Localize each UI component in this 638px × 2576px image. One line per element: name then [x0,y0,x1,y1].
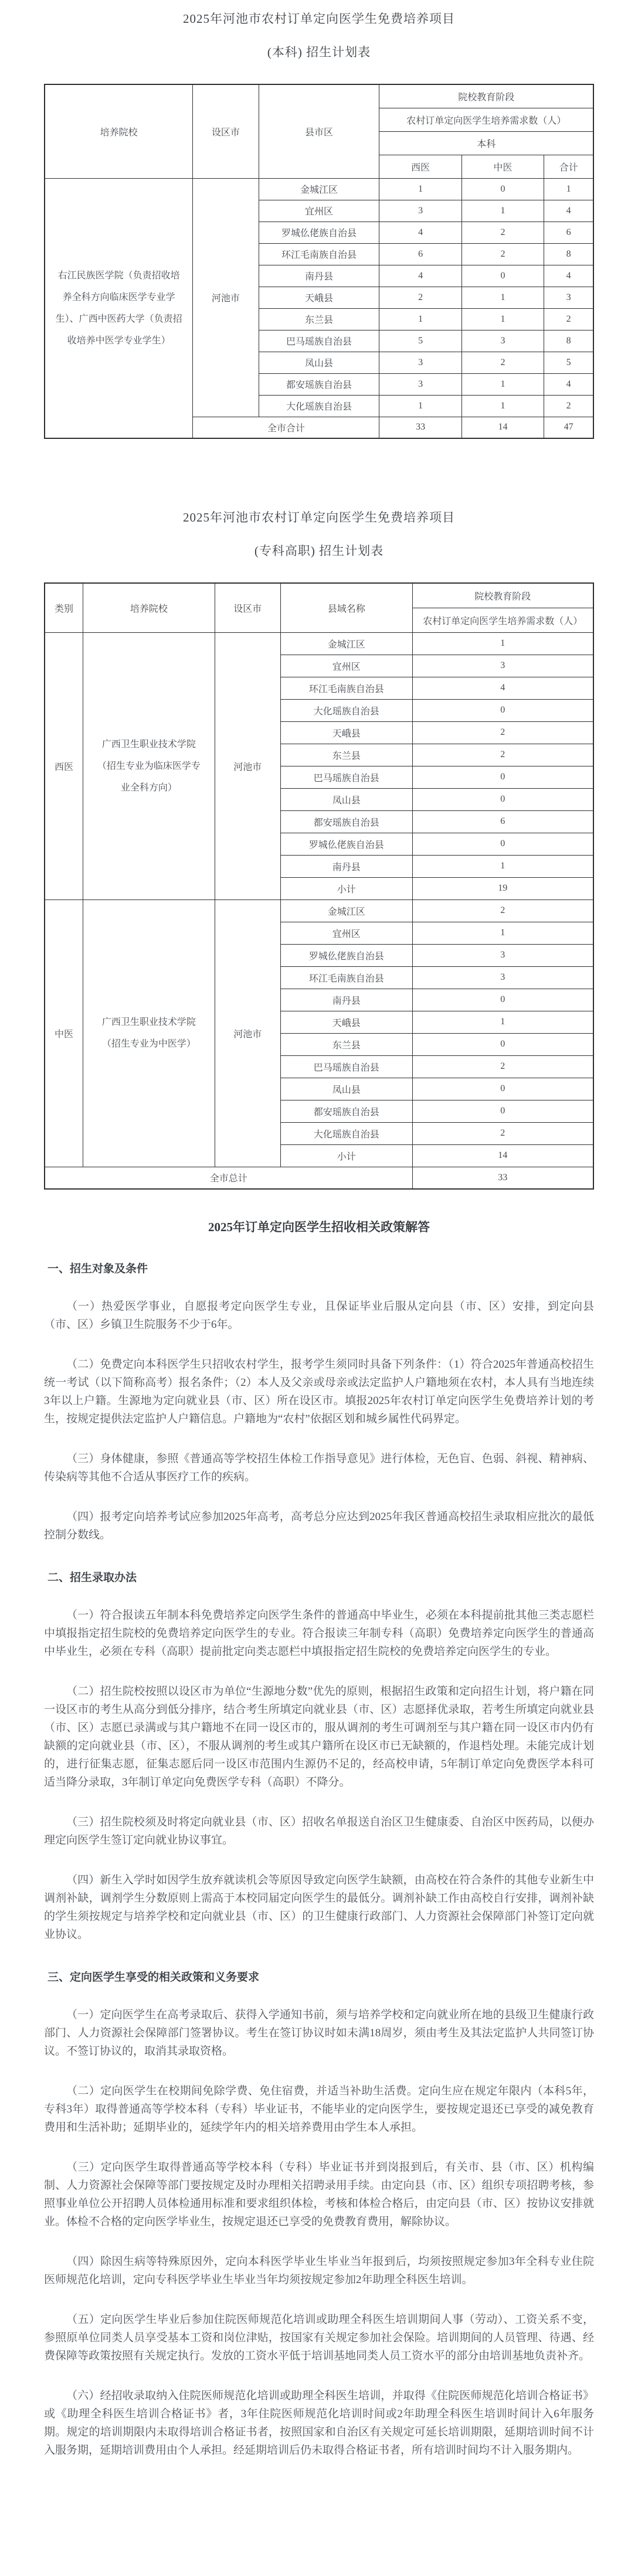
county-cell: 小计 [280,1144,412,1167]
county-cell: 罗城仫佬族自治县 [280,833,412,855]
county-cell: 宜州区 [280,655,412,677]
header-school: 培养院校 [83,583,215,632]
demand-value: 4 [412,677,593,699]
policy-section-title: 二、招生录取办法 [47,1572,137,1584]
county-cell: 凤山县 [280,1078,412,1100]
demand-value: 3 [412,966,593,989]
county-cell: 巴马瑶族自治县 [280,1055,412,1078]
policy-paragraph: （三）定向医学生取得普通高等学校本科（专科）毕业证书并到岗报到后，有关市、县（市、区）机构编制、人力资源社会保障等部门要按规定及时办理相关招聘录用手续。由定向县（市、区）组织专项招聘考核，参照事业单位公开招聘人员体检通用标准和要求组织体检，考核和体检合格后，由定向县（市、区）按协议安排就业。体检不合格的定向医学毕业生，按规定退还已享受的免费教育费用，解除协议。 [44,2161,594,2228]
city-total-label: 全市合计 [193,417,379,438]
demand-value: 0 [412,766,593,788]
vocational-plan-table-body [45,632,593,1189]
demand-value: 2 [412,744,593,766]
west-medicine-value: 1 [379,308,461,330]
total-value: 1 [544,178,593,200]
west-medicine-value: 1 [379,395,461,417]
county-cell: 东兰县 [280,1033,412,1055]
county-cell: 罗城仫佬族自治县 [259,222,379,243]
demand-value: 3 [412,944,593,966]
header-county: 县域名称 [280,583,412,632]
west-medicine-value: 1 [379,178,461,200]
tcm-value: 3 [461,330,544,352]
demand-value: 2 [412,1055,593,1078]
tcm-value: 2 [461,222,544,243]
west-medicine-value: 3 [379,373,461,395]
total-value: 4 [544,373,593,395]
bachelor-table-subtitle: (本科) 招生计划表 [267,45,371,59]
county-cell: 环江毛南族自治县 [259,243,379,265]
county-cell: 宜州区 [280,922,412,944]
grand-total: 47 [544,417,593,438]
demand-value: 1 [412,922,593,944]
header-total: 合计 [544,155,593,178]
tcm-value: 0 [461,265,544,287]
county-cell: 金城江区 [280,899,412,922]
demand-value: 1 [412,1011,593,1033]
demand-value: 0 [412,989,593,1011]
demand-value: 2 [412,1122,593,1144]
total-value: 8 [544,243,593,265]
header-city: 设区市 [215,583,280,632]
county-cell: 都安瑶族自治县 [280,810,412,833]
bachelor-table-title: 2025年河池市农村订单定向医学生免费培养项目 [183,12,455,26]
policy-body [44,1260,594,2459]
west-medicine-value: 2 [379,287,461,308]
policy-paragraph: （一）符合报读五年制本科免费培养定向医学生条件的普通高中毕业生，必须在本科提前批其他三类志愿栏中填报指定招生院校的免费培养定向医学生的专业。符合报读三年制专科（高职）免费培养定向医学生的普通高中毕业生，必须在专科（高职）提前批定向类志愿栏中填报指定招生院校的免费培养定向医学生的专业。 [44,1609,594,1658]
county-cell: 大化瑶族自治县 [280,699,412,721]
header-level: 本科 [379,131,593,155]
policy-section-title: 三、定向医学生享受的相关政策和义务要求 [47,1971,260,1984]
county-cell: 都安瑶族自治县 [280,1100,412,1122]
vocational-plan-table [44,582,594,1190]
school-cell: 右江民族医学院（负责招收培养全科方向临床医学专业学生）、广西中医药大学（负责招收培养中医学专业学生） [45,178,193,438]
table-row [45,178,593,200]
header-school: 培养院校 [45,84,193,178]
west-medicine-value: 3 [379,352,461,373]
city-total-label: 全市总计 [45,1167,412,1189]
policy-paragraph: （一）热爱医学事业，自愿报考定向医学生专业，且保证毕业后服从定向县（市、区）安排，到定向县（市、区）乡镇卫生院服务不少于6年。 [44,1300,594,1331]
category-cell: 中医 [45,899,83,1167]
demand-value: 1 [412,855,593,877]
policy-heading: 2025年订单定向医学生招收相关政策解答 [208,1220,430,1234]
bachelor-plan-table [44,84,594,439]
county-cell: 南丹县 [280,855,412,877]
county-cell: 大化瑶族自治县 [259,395,379,417]
county-cell: 凤山县 [280,788,412,810]
west-medicine-value: 4 [379,265,461,287]
policy-paragraph: （二）免费定向本科医学生只招收农村学生，报考学生须同时具备下列条件：（1）符合2025年普通高校招生统一考试（以下简称高考）报名条件；（2）本人及父亲或母亲或法定监护人户籍地须在农村，本人具有当地连续3年以上户籍。生源地为定向就业县（市、区）所在设区市。填报2025年农村订单定向医学生免费培养计划的考生，按规定提供法定监护人户籍信息。户籍地为“农村”依据区划和城乡属性代码界定。 [44,1358,594,1425]
table-header-row [45,84,593,108]
tcm-value: 1 [461,287,544,308]
demand-value: 0 [412,1100,593,1122]
table-total-row [45,1167,593,1189]
grand-total: 33 [412,1167,593,1189]
demand-value: 0 [412,699,593,721]
table-header-row [45,583,593,608]
vocational-table-subtitle: (专科高职) 招生计划表 [254,544,384,558]
county-cell: 巴马瑶族自治县 [280,766,412,788]
county-cell: 南丹县 [280,989,412,1011]
west-medicine-total: 33 [379,417,461,438]
west-medicine-value: 4 [379,222,461,243]
west-medicine-value: 3 [379,200,461,222]
county-cell: 小计 [280,877,412,899]
demand-value: 19 [412,877,593,899]
header-demand: 农村订单定向医学生培养需求数（人） [379,108,593,131]
county-cell: 天峨县 [259,287,379,308]
tcm-value: 2 [461,352,544,373]
county-cell: 凤山县 [259,352,379,373]
policy-paragraph: （二）招生院校按照以设区市为单位“生源地分数”优先的原则，根据招生政策和定向招生计划，将户籍在同一设区市的考生从高分到低分排序，结合考生所填定向就业县（市、区）志愿择优录取，若考生所填定向就业县（市、区）志愿已录满或与其户籍地不在同一设区市的，服从调剂的考生可调剂至与其户籍在同一设区市内仍有缺额的定向就业县（市、区），不服从调剂的考生或其户籍所在设区市已无缺额的，作退档处理。未能完成计划的，进行征集志愿，征集志愿后同一设区市范围内生源仍不足的，经高校申请，5年制订单定向免费医学本科可适当降分录取，3年制订单定向免费医学专科（高职）不降分。 [44,1685,594,1788]
total-value: 2 [544,395,593,417]
demand-value: 14 [412,1144,593,1167]
policy-paragraph: （一）定向医学生在高考录取后、获得入学通知书前，须与培养学校和定向就业所在地的县级卫生健康行政部门、人力资源社会保障部门签署协议。考生在签订协议时如未满18周岁，须由考生及其法定监护人共同签订协议。不签订协议的，取消其录取资格。 [44,2009,594,2057]
county-cell: 宜州区 [259,200,379,222]
policy-paragraph: （二）定向医学生在校期间免除学费、免住宿费，并适当补助生活费。定向生应在规定年限内（本科5年，专科3年）取得普通高等学校本科（专科）毕业证书，不能毕业的定向医学生，要按规定退还已享受的减免教育费用和生活补助；延期毕业的，延续学年内的相关培养费用由学生本人承担。 [44,2085,594,2134]
policy-paragraph: （四）新生入学时如因学生放弃就读机会等原因导致定向医学生缺额，由高校在符合条件的其他专业新生中调剂补缺，调剂学生分数原则上需高于本校同届定向医学生的最低分。调剂补缺工作由高校自行安排，调剂补缺的学生须按规定与培养学校和定向就业县（市、区）的卫生健康行政部门、人力资源社会保障部门补签订定向就业协议。 [44,1874,594,1941]
county-cell: 环江毛南族自治县 [280,966,412,989]
demand-value: 3 [412,655,593,677]
tcm-total: 14 [461,417,544,438]
county-cell: 环江毛南族自治县 [280,677,412,699]
policy-section [44,1218,594,2459]
category-cell: 西医 [45,632,83,899]
school-cell: 广西卫生职业技术学院（招生专业为中医学） [83,899,215,1167]
table-row [45,899,593,922]
demand-value: 0 [412,833,593,855]
total-value: 2 [544,308,593,330]
county-cell: 南丹县 [259,265,379,287]
tcm-value: 1 [461,200,544,222]
header-demand: 农村订单定向医学生培养需求数（人） [412,608,593,632]
total-value: 6 [544,222,593,243]
header-county: 县市区 [259,84,379,178]
vocational-table-title: 2025年河池市农村订单定向医学生免费培养项目 [183,510,455,524]
county-cell: 都安瑶族自治县 [259,373,379,395]
city-cell: 河池市 [215,632,280,899]
city-cell: 河池市 [193,178,259,417]
total-value: 4 [544,200,593,222]
county-cell: 大化瑶族自治县 [280,1122,412,1144]
tcm-value: 0 [461,178,544,200]
county-cell: 天峨县 [280,721,412,744]
policy-paragraph: （三）身体健康，参照《普通高等学校招生体检工作指导意见》进行体检，无色盲、色弱、斜视、精神病、传染病等其他不合适从事医疗工作的疾病。 [44,1453,594,1483]
tcm-value: 1 [461,308,544,330]
total-value: 3 [544,287,593,308]
demand-value: 6 [412,810,593,833]
header-city: 设区市 [193,84,259,178]
county-cell: 罗城仫佬族自治县 [280,944,412,966]
total-value: 8 [544,330,593,352]
total-value: 5 [544,352,593,373]
demand-value: 2 [412,899,593,922]
tcm-value: 1 [461,373,544,395]
policy-paragraph: （六）经招收录取纳入住院医师规范化培训或助理全科医生培训，并取得《住院医师规范化培训合格证书》或《助理全科医生培训合格证书》者，3年住院医师规范化培训时间或2年助理全科医生培训时间计入6年服务期。规定的培训期限内未取得培训合格证书者，按照国家和自治区有关规定可延长培训期限，延期培训时间不计入服务期，延期培训费用由个人承担。经延期培训后仍未取得合格证书者，所有培训时间均不计入服务期内。 [44,2390,594,2456]
policy-paragraph: （四）报考定向培养考试应参加2025年高考，高考总分应达到2025年我区普通高校招生录取相应批次的最低控制分数线。 [44,1511,594,1541]
county-cell: 东兰县 [259,308,379,330]
school-cell: 广西卫生职业技术学院（招生专业为临床医学专业全科方向） [83,632,215,899]
header-category: 类别 [45,583,83,632]
demand-value: 0 [412,1078,593,1100]
bachelor-plan-table-body [45,178,593,438]
county-cell: 金城江区 [259,178,379,200]
vocational-title-block [44,508,594,559]
west-medicine-value: 5 [379,330,461,352]
policy-paragraph: （四）除因生病等特殊原因外，定向本科医学毕业生毕业当年报到后，均须按照规定参加3年全科专业住院医师规范化培训，定向专科医学毕业生毕业当年均须按规定参加2年助理全科医生培训。 [44,2255,594,2286]
county-cell: 金城江区 [280,632,412,655]
demand-value: 2 [412,721,593,744]
demand-value: 1 [412,632,593,655]
policy-paragraph: （三）招生院校须及时将定向就业县（市、区）招收名单报送自治区卫生健康委、自治区中医药局，以便办理定向医学生签订定向就业协议事宜。 [44,1816,594,1846]
header-tcm: 中医 [461,155,544,178]
county-cell: 天峨县 [280,1011,412,1033]
policy-section-title: 一、招生对象及条件 [47,1263,148,1275]
county-cell: 东兰县 [280,744,412,766]
demand-value: 0 [412,1033,593,1055]
policy-paragraph: （五）定向医学生毕业后参加住院医师规范化培训或助理全科医生培训期间人事（劳动）、工资关系不变，参照原单位同类人员享受基本工资和岗位津贴，按国家有关规定参加社会保险。培训期间的人员管理、待遇、经费保障等政策按照有关规定执行。发放的工资水平低于培训基地同类人员工资水平的部分由培训基地负责补齐。 [44,2313,594,2362]
table-row [45,632,593,655]
west-medicine-value: 6 [379,243,461,265]
header-education-stage: 院校教育阶段 [412,583,593,608]
tcm-value: 2 [461,243,544,265]
header-western-medicine: 西医 [379,155,461,178]
county-cell: 巴马瑶族自治县 [259,330,379,352]
demand-value: 0 [412,788,593,810]
city-cell: 河池市 [215,899,280,1167]
tcm-value: 1 [461,395,544,417]
total-value: 4 [544,265,593,287]
header-education-stage: 院校教育阶段 [379,84,593,108]
